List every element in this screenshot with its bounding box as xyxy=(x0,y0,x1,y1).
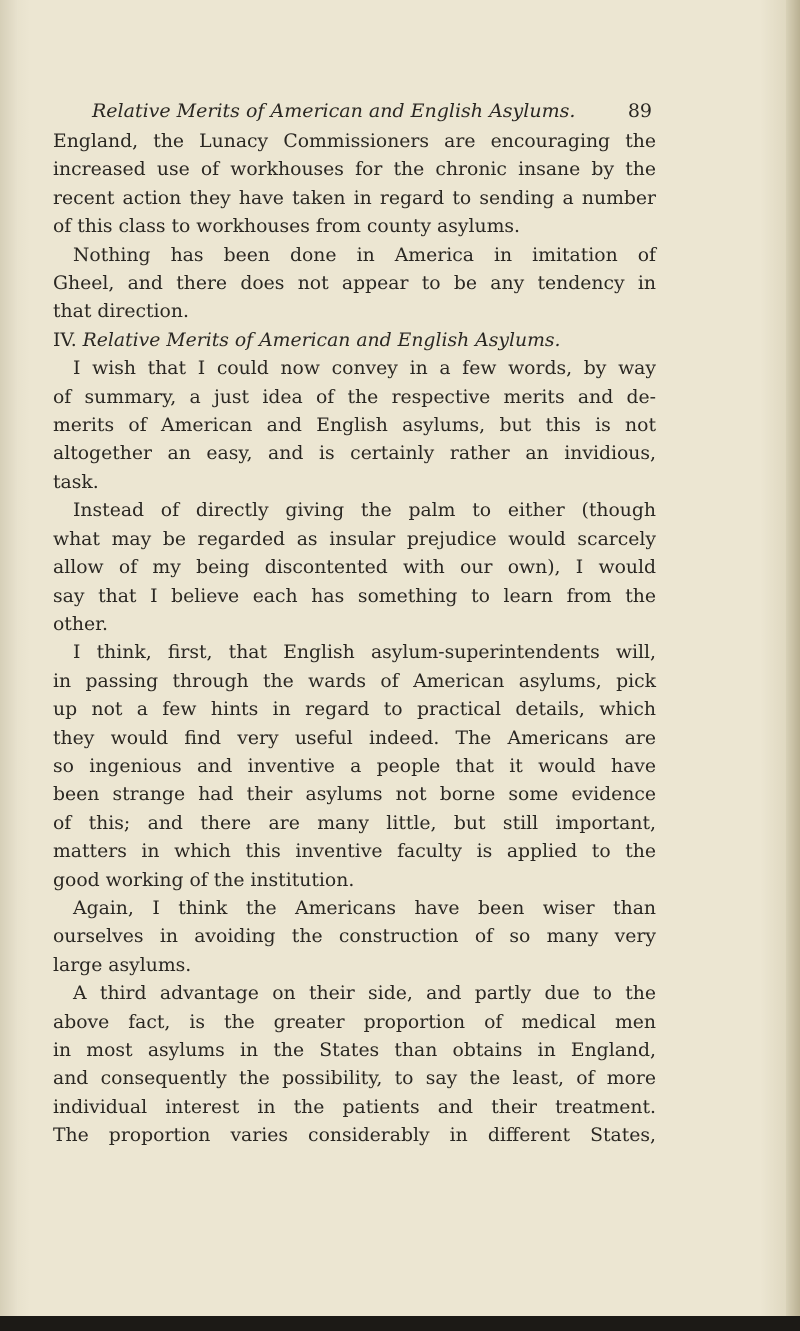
text-line: of this class to workhouses from county asylums. xyxy=(53,216,521,238)
text-line: allow of my being discontented with our own), I would xyxy=(53,557,656,579)
text-line: in passing through the wards of American asylums, pick xyxy=(53,670,656,692)
text-line: so ingenious and inventive a people that it would have xyxy=(53,755,656,777)
text-line: matters in which this inventive faculty is applied to the xyxy=(53,841,656,863)
text-line: up not a few hints in regard to practical details, which xyxy=(53,699,656,721)
text-line: and consequently the possibility, to say the least, of more xyxy=(53,1068,656,1090)
text-line: what may be regarded as insular prejudice would scarcely xyxy=(53,528,656,550)
text-line: I think, first, that English asylum-superintendents will, xyxy=(73,642,656,664)
text-line: above fact, is the greater proportion of medical men xyxy=(53,1011,656,1033)
text-line: good working of the institution. xyxy=(53,869,355,891)
text-line: individual interest in the patients and their treatment. xyxy=(53,1096,656,1118)
text-line: altogether an easy, and is certainly rather an invidious, xyxy=(53,443,656,465)
text-line: Again, I think the Americans have been wiser than xyxy=(73,897,656,919)
text-line: say that I believe each has something to learn from the xyxy=(53,585,656,607)
text-line: England, the Lunacy Commissioners are encouraging the xyxy=(53,131,656,152)
text-line: recent action they have taken in regard to sending a number xyxy=(53,187,656,209)
body-text xyxy=(53,128,656,1151)
text-line: merits of American and English asylums, but this is not xyxy=(53,415,656,437)
running-title: Relative Merits of American and English Asylums. xyxy=(92,100,576,122)
scan-bottom-edge xyxy=(0,1316,800,1331)
text-line: other. xyxy=(53,613,108,635)
text-line: that direction. xyxy=(53,301,189,323)
page-number: 89 xyxy=(627,100,652,122)
text-line: of summary, a just idea of the respective merits and de- xyxy=(53,386,656,408)
text-line: I wish that I could now convey in a few words, by way xyxy=(73,358,656,380)
section-number: IV. xyxy=(53,329,77,351)
text-line: large asylums. xyxy=(53,954,192,976)
section-heading xyxy=(53,327,656,355)
text-line: increased use of workhouses for the chronic insane by the xyxy=(53,159,656,181)
text-line: The proportion varies considerably in different States, xyxy=(53,1125,656,1147)
text-line: ourselves in avoiding the construction of so many very xyxy=(53,926,656,948)
text-line: in most asylums in the States than obtains in England, xyxy=(53,1040,656,1061)
page-edge xyxy=(786,0,800,1331)
text-line: Instead of directly giving the palm to either (though xyxy=(73,500,656,522)
text-line: A third advantage on their side, and partly due to the xyxy=(73,983,656,1005)
page-gutter xyxy=(0,0,18,1331)
text-line: Nothing has been done in America in imitation of xyxy=(73,244,656,266)
text-line: of this; and there are many little, but still important, xyxy=(53,812,656,834)
text-line: been strange had their asylums not borne some evidence xyxy=(53,784,656,806)
section-title: Relative Merits of American and English Asylums. xyxy=(82,329,561,351)
text-line: they would find very useful indeed. The Americans are xyxy=(53,727,656,749)
text-line: Gheel, and there does not appear to be any tendency in xyxy=(53,273,656,295)
text-line: task. xyxy=(53,471,99,493)
